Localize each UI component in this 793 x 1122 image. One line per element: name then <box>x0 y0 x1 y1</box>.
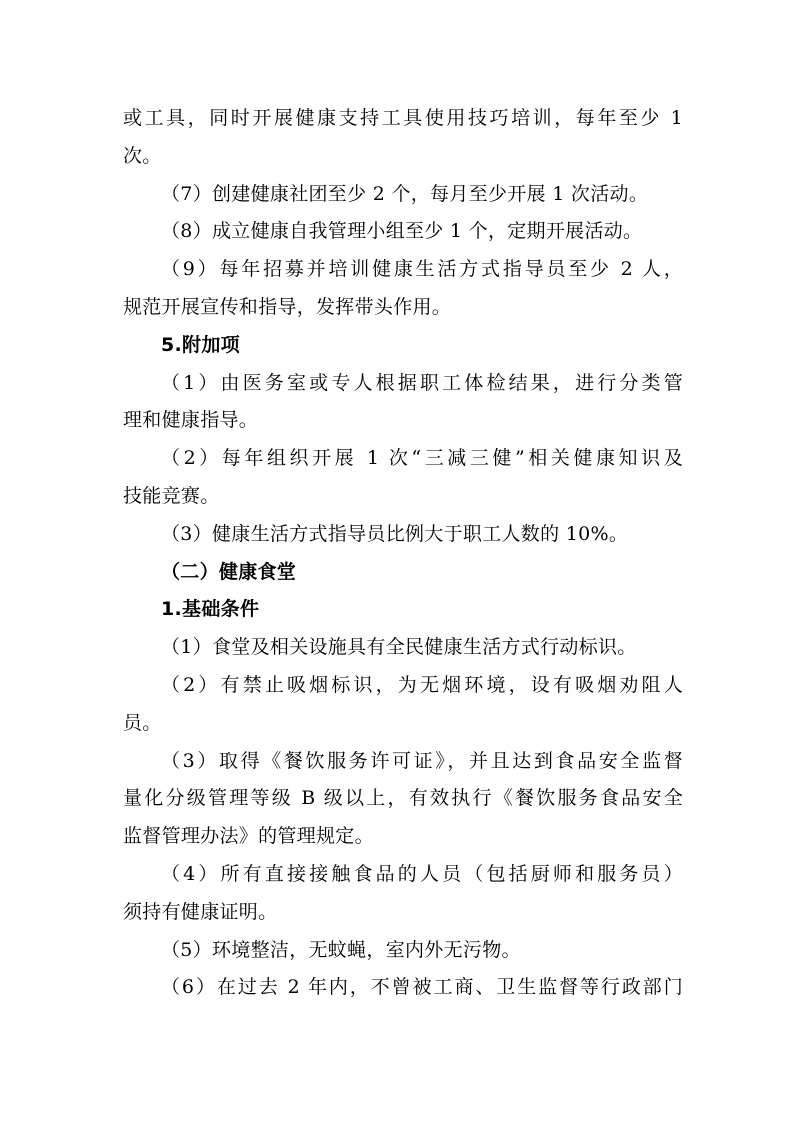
section-heading-additional: 5.附加项 <box>161 333 240 356</box>
list-item-3: （3）取得《餐饮服务许可证》，并且达到食品安全监督 <box>161 749 683 772</box>
list-item-7: （7）创建健康社团至少 2 个，每月至少开展 1 次活动。 <box>161 182 649 205</box>
text-line: 监督管理办法》的管理规定。 <box>123 825 374 848</box>
text-line: 量化分级管理等级 B 级以上，有效执行《餐饮服务食品安全 <box>123 787 683 810</box>
text-line: 须持有健康证明。 <box>123 900 278 923</box>
text-line: 员。 <box>123 711 162 734</box>
document-body <box>123 100 683 1007</box>
list-item-1: （1）由医务室或专人根据职工体检结果，进行分类管 <box>161 371 683 394</box>
text-line: 或工具，同时开展健康支持工具使用技巧培训，每年至少 1 <box>123 107 683 129</box>
list-item-2: （2）每年组织开展 1 次“三减三健”相关健康知识及 <box>161 447 683 470</box>
list-item-8: （8）成立健康自我管理小组至少 1 个，定期开展活动。 <box>161 220 643 243</box>
text-line: 理和健康指导。 <box>123 409 259 432</box>
section-heading-basic-conditions: 1.基础条件 <box>161 598 260 621</box>
list-item-6: （6）在过去 2 年内，不曾被工商、卫生监督等行政部门 <box>161 976 683 999</box>
list-item-3: （3）健康生活方式指导员比例大于职工人数的 10%。 <box>161 522 629 545</box>
text-line: 技能竞赛。 <box>123 484 220 507</box>
list-item-4: （4）所有直接接触食品的人员（包括厨师和服务员） <box>161 862 683 885</box>
text-line: 次。 <box>123 144 162 167</box>
list-item-1: （1）食堂及相关设施具有全民健康生活方式行动标识。 <box>161 636 637 659</box>
section-heading-healthy-canteen: （二）健康食堂 <box>161 560 297 583</box>
list-item-2: （2）有禁止吸烟标识，为无烟环境，设有吸烟劝阻人 <box>161 673 683 696</box>
list-item-9: （9）每年招募并培训健康生活方式指导员至少 2 人， <box>161 258 683 281</box>
list-item-5: （5）环境整洁，无蚊蝇，室内外无污物。 <box>161 938 521 961</box>
text-line: 规范开展宣传和指导，发挥带头作用。 <box>123 295 452 318</box>
